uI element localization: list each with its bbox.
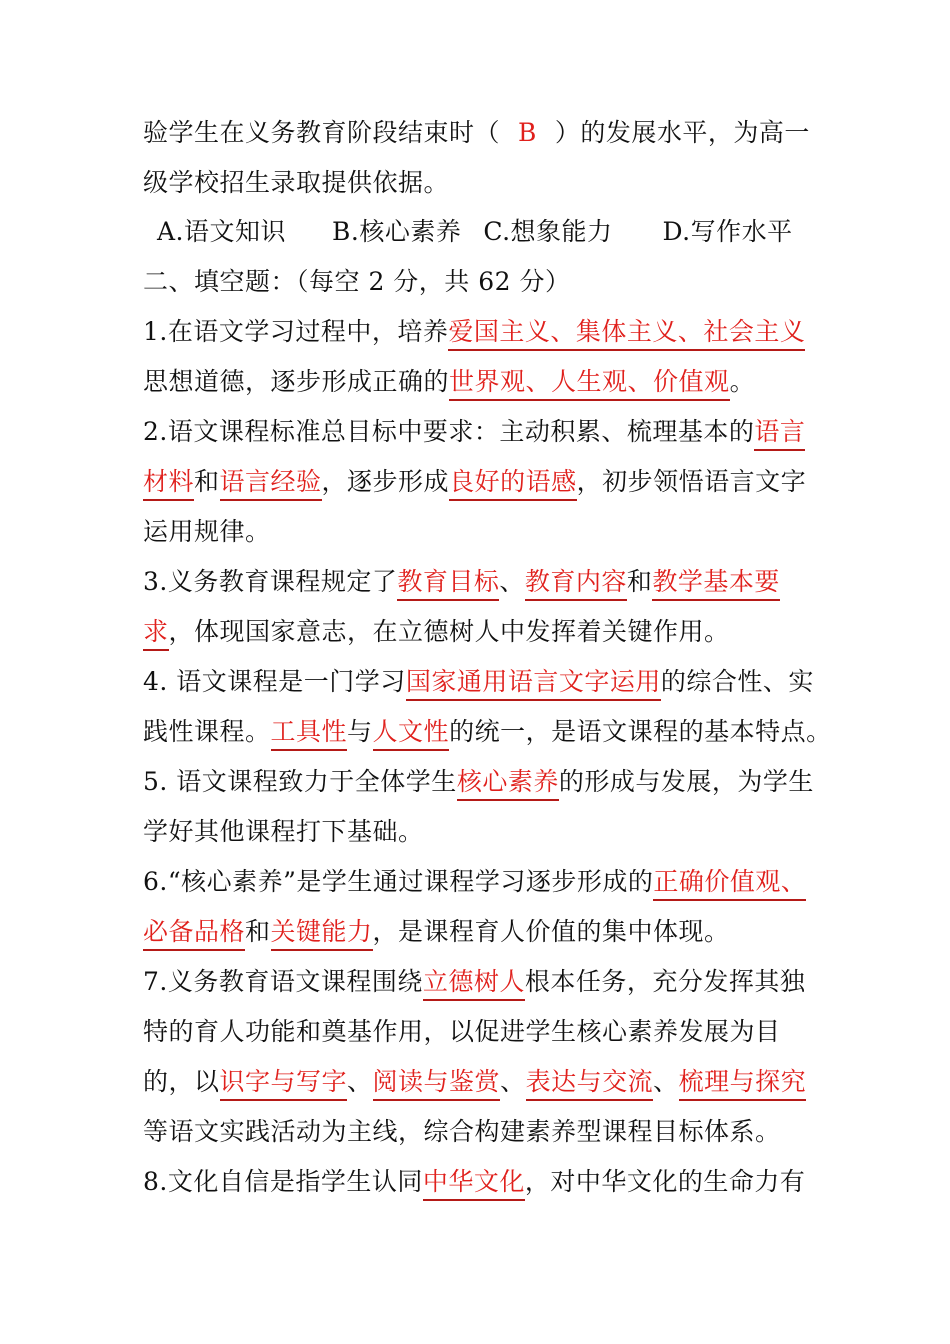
options-line [157,215,793,249]
item5-line-2: 学好其他课程打下基础。 [143,817,424,846]
item3-line-1 [143,565,780,599]
section-title: 二、填空题：（每空 2 分，共 62 分） [143,267,571,296]
item4-text-4: 与 [347,717,373,746]
item6-answer-1: 正确价值观、 [653,867,806,901]
item7-answer-3: 阅读与鉴赏 [373,1067,501,1101]
item2-text-2: 和 [194,467,220,496]
item1-answer-6: 价值观 [653,367,730,401]
item3-answer-1: 教育目标 [397,567,499,601]
item3-text-3: 和 [626,567,653,596]
item4-answer-2: 工具性 [271,717,348,751]
item1-answer-1: 爱国主义、 [448,317,576,351]
item1-answer-2: 集体主义、 [576,317,704,351]
item7-text-5: 、 [500,1067,526,1096]
item4-text-2: 的综合性、实 [660,667,814,696]
item6-text-3: ，是课程育人价值的集中体现。 [372,917,730,946]
item6-answer-2: 必备品格 [143,917,245,951]
item7-text-3: 的，以 [143,1067,220,1096]
item4-line-2 [143,715,832,749]
item5-line-1 [143,765,814,799]
item6-text-2: 和 [245,917,271,946]
item3-text-2: 、 [499,567,525,596]
item7-text-4: 、 [347,1067,373,1096]
item1-text-2: 思想道德，逐步形成正确的 [143,367,450,396]
item3-line-2 [143,615,730,649]
item1-text-3: 。 [729,367,756,396]
item6-line-1 [143,865,806,899]
item4-text-5: 的统一，是语文课程的基本特点。 [449,717,832,746]
option-d: D.写作水平 [662,217,793,246]
item2-text-4: ，初步领悟语言文字 [576,467,807,496]
item2-text-3: ，逐步形成 [321,467,450,496]
item7-text-6: 、 [653,1067,679,1096]
item6-text: 6.“核心素养”是学生通过课程学习逐步形成的 [143,867,654,896]
item5-text: 5. 语文课程致力于全体学生 [143,767,457,796]
q10-line-1 [143,116,810,150]
item7-text: 7.义务教育语文课程围绕 [143,967,423,996]
item7-answer-5: 梳理与探究 [679,1067,807,1101]
q10-text-b: ）的发展水平，为高一 [554,118,810,147]
item7-line-2: 特的育人功能和奠基作用，以促进学生核心素养发展为目 [143,1017,781,1046]
option-b: B.核心素养 [332,217,462,246]
item2-line-2 [143,465,806,499]
item2-answer-1a: 语言 [754,417,805,451]
item8-text-2: ，对中华文化的生命力有 [524,1167,806,1196]
item3-answer-2: 教育内容 [525,567,627,601]
item2-line-3: 运用规律。 [143,517,271,546]
item3-answer-3b: 求 [143,617,169,651]
item7-line-3 [143,1065,806,1099]
q10-answer: B [518,118,537,147]
item4-answer-1: 国家通用语言文字运用 [406,667,661,701]
item8-answer-1: 中华文化 [423,1167,525,1201]
item1-answer-4: 世界观、 [449,367,551,401]
item4-text: 4. 语文课程是一门学习 [143,667,406,696]
item7-answer-1: 立德树人 [423,967,525,1001]
item1-line-2 [143,365,755,399]
item1-line-1 [143,315,805,349]
item2-answer-2: 语言经验 [220,467,322,501]
q10-text-a: 验学生在义务教育阶段结束时（ [143,118,501,147]
item8-line-1 [143,1165,805,1199]
item1-answer-3: 社会主义 [703,317,805,351]
item3-text-4: ，体现国家意志，在立德树人中发挥着关键作用。 [168,617,730,646]
item5-text-2: 的形成与发展，为学生 [558,767,814,796]
item7-line-4: 等语文实践活动为主线，综合构建素养型课程目标体系。 [143,1117,781,1146]
item7-line-1 [143,965,805,999]
item2-line-1 [143,415,805,449]
item4-text-3: 践性课程。 [143,717,271,746]
item6-line-2 [143,915,730,949]
q10-line-2: 级学校招生录取提供依据。 [143,168,450,197]
item2-answer-3: 良好的语感 [449,467,577,501]
item5-answer-1: 核心素养 [457,767,559,801]
item7-answer-4: 表达与交流 [526,1067,654,1101]
option-c: C.想象能力 [483,217,613,246]
item7-text-2: 根本任务，充分发挥其独 [524,967,806,996]
item3-text: 3.义务教育课程规定了 [143,567,398,596]
item7-answer-2: 识字与写字 [220,1067,348,1101]
item3-answer-3a: 教学基本要 [652,567,780,601]
item8-text: 8.文化自信是指学生认同 [143,1167,423,1196]
item1-text: 1.在语文学习过程中，培养 [143,317,449,346]
item1-answer-5: 人生观、 [551,367,653,401]
item6-answer-3: 关键能力 [271,917,373,951]
item2-answer-1b: 材料 [143,467,194,501]
item2-text: 2.语文课程标准总目标中要求：主动积累、梳理基本的 [143,417,755,446]
item4-line-1 [143,665,814,699]
item4-answer-3: 人文性 [373,717,450,751]
option-a: A.语文知识 [157,217,287,246]
